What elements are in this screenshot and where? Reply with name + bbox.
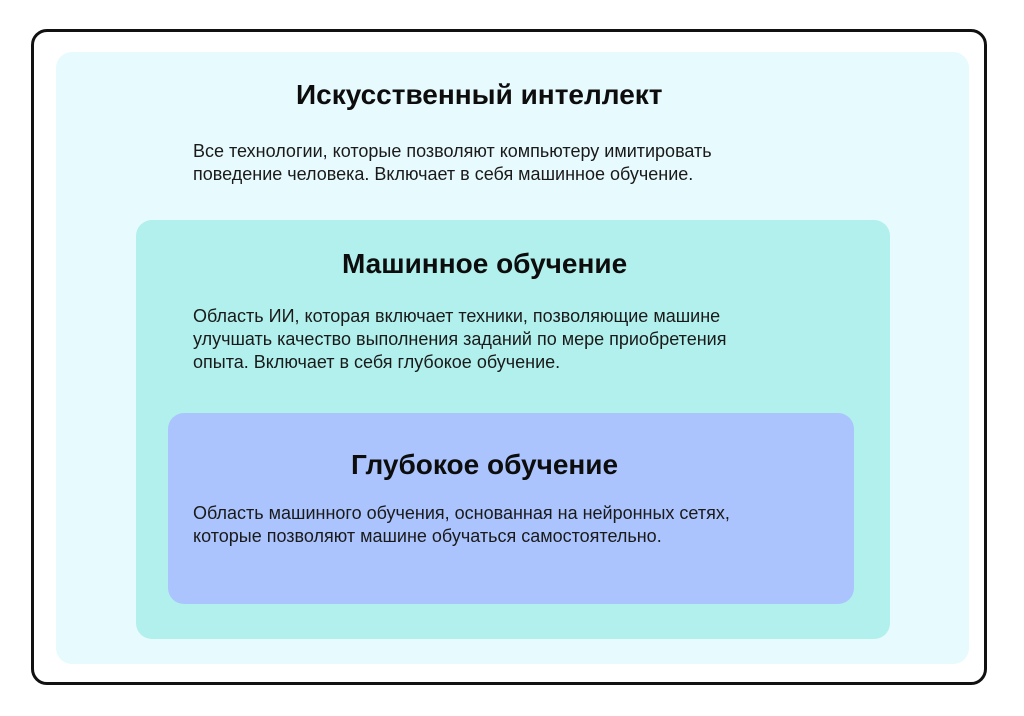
ml-title: Машинное обучение xyxy=(342,248,628,279)
dl-description-line: которые позволяют машине обучаться самостоятельно. xyxy=(193,526,662,546)
ml-description-line: улучшать качество выполнения заданий по мере приобретения xyxy=(193,329,727,349)
dl-title: Глубокое обучение xyxy=(351,449,619,480)
ml-description-line: Область ИИ, которая включает техники, позволяющие машине xyxy=(193,306,721,326)
ai-description xyxy=(193,140,712,186)
ai-title: Искусственный интеллект xyxy=(296,79,663,110)
dl-description xyxy=(193,502,730,548)
dl-description-line: Область машинного обучения, основанная на нейронных сетях, xyxy=(193,503,730,523)
ml-description-line: опыта. Включает в себя глубокое обучение. xyxy=(193,352,561,372)
ai-description-line: Все технологии, которые позволяют компьютеру имитировать xyxy=(193,141,712,161)
ml-description xyxy=(193,305,726,374)
ai-description-line: поведение человека. Включает в себя машинное обучение. xyxy=(193,164,694,184)
